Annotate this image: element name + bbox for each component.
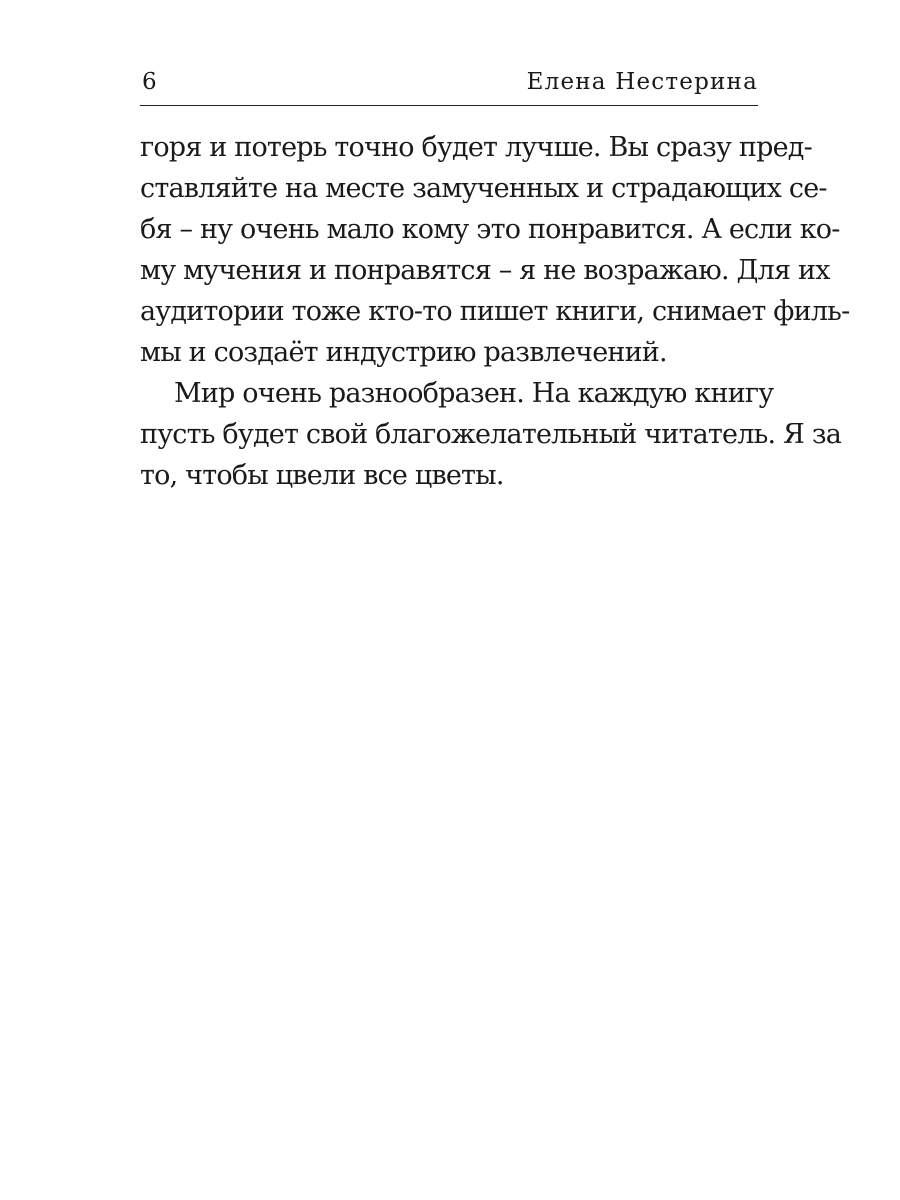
text-line: то, чтобы цвели все цветы. [140, 460, 504, 491]
text-line: пусть будет свой благожелательный читатель. Я за [140, 419, 842, 450]
text-line: мы и создаёт индустрию развлечений. [140, 337, 667, 368]
body-text [140, 127, 850, 496]
text-line: ставляйте на месте замученных и страдающих се- [140, 173, 827, 204]
text-line: Мир очень разнообразен. На каждую книгу [174, 378, 774, 409]
running-head [140, 66, 758, 102]
text-line: аудитории тоже кто-то пишет книги, снимает филь- [140, 296, 850, 327]
text-line: горя и потерь точно будет лучше. Вы сразу пред- [140, 132, 812, 163]
running-head-author: Елена Нестерина [526, 69, 758, 95]
text-line: бя – ну очень мало кому это понравится. А если ко- [140, 214, 840, 245]
page-number: 6 [142, 69, 158, 95]
text-line: му мучения и понравятся – я не возражаю. Для их [140, 255, 830, 286]
paragraph [140, 373, 842, 496]
paragraph [140, 127, 850, 373]
header-divider [140, 105, 758, 106]
